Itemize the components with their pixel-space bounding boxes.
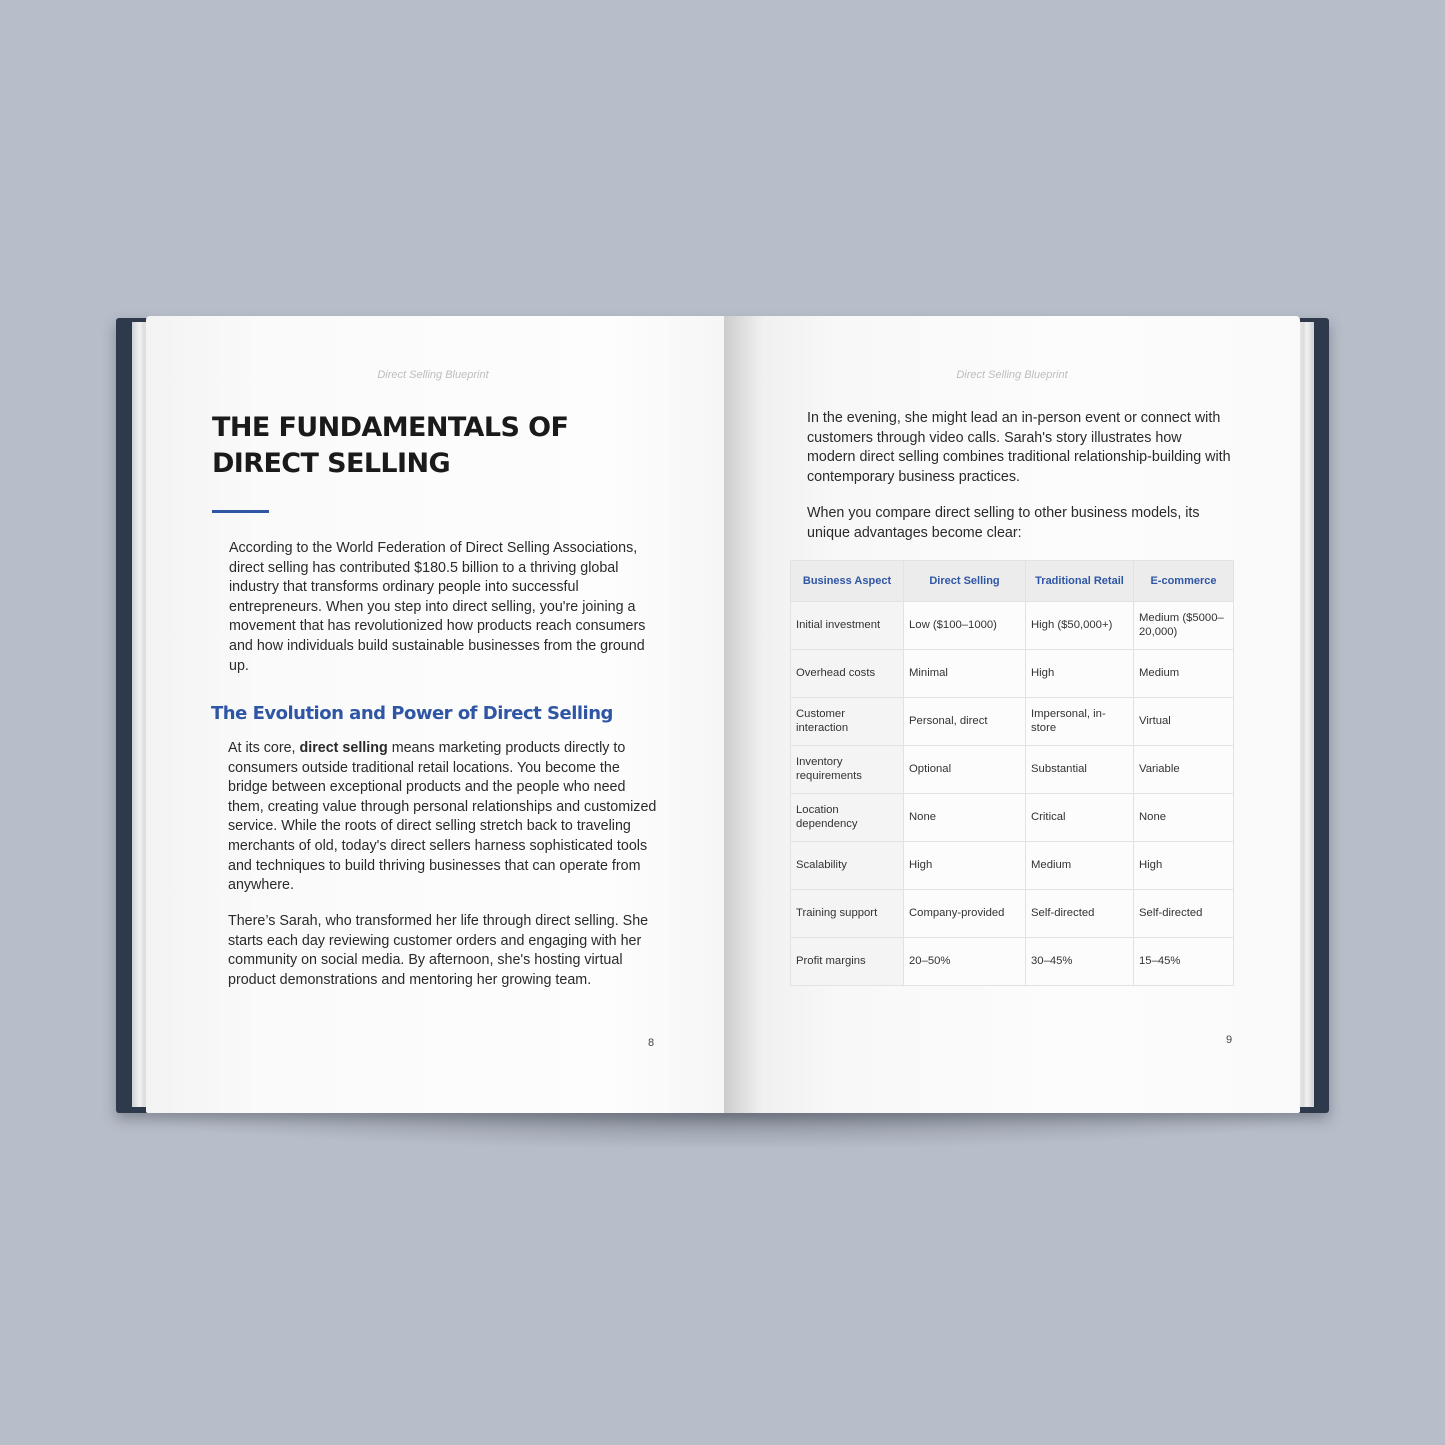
page-number: 9 <box>1226 1034 1233 1046</box>
table-cell: Overhead costs <box>791 650 904 698</box>
table-cell: Virtual <box>1134 698 1234 746</box>
running-head: Direct Selling Blueprint <box>956 369 1068 381</box>
column-header: Traditional Retail <box>1026 561 1134 602</box>
table-cell: Medium ($5000–20,000) <box>1134 602 1234 650</box>
table-cell: Company-provided <box>904 890 1026 938</box>
table-cell: Self-directed <box>1026 890 1134 938</box>
page-number: 8 <box>648 1037 655 1049</box>
intro-paragraph: According to the World Federation of Direct Selling Associations, direct selling has contributed $180.5 billion to a thriving global industry that transforms ordinary people into successful entrepreneurs. When you step into direct selling, you're joining a movement that has revolutionized how products reach consumers and how individuals build sustainable businesses from the ground up. <box>229 540 646 674</box>
column-header: E-commerce <box>1134 561 1234 602</box>
table-cell: None <box>904 794 1026 842</box>
table-cell: Personal, direct <box>904 698 1026 746</box>
table-row <box>791 794 1234 842</box>
table-cell: Location dependency <box>791 794 904 842</box>
table-row <box>791 890 1234 938</box>
table-cell: Profit margins <box>791 938 904 986</box>
business-model-comparison-table <box>790 560 1234 986</box>
table-cell: Initial investment <box>791 602 904 650</box>
table-row <box>791 842 1234 890</box>
table-cell: Self-directed <box>1134 890 1234 938</box>
paragraph-suffix: means marketing products directly to consumers outside traditional retail locations. You become the bridge between exceptional products and the people who need them, creating value through personal relationships and customized service. While the roots of direct selling stretch back to traveling merchants of old, today's direct sellers harness sophisticated tools and techniques to build thriving businesses that can operate from anywhere. <box>228 740 657 894</box>
table-cell: 30–45% <box>1026 938 1134 986</box>
table-cell: Low ($100–1000) <box>904 602 1026 650</box>
table-cell: High <box>904 842 1026 890</box>
table-cell: Training support <box>791 890 904 938</box>
bold-term: direct selling <box>299 740 388 756</box>
table-cell: Impersonal, in-store <box>1026 698 1134 746</box>
table-cell: 20–50% <box>904 938 1026 986</box>
table-cell: Optional <box>904 746 1026 794</box>
table-cell: Scalability <box>791 842 904 890</box>
table-cell: Inventory requirements <box>791 746 904 794</box>
column-header: Business Aspect <box>791 561 904 602</box>
evening-paragraph: In the evening, she might lead an in-person event or connect with customers through video calls. Sarah's story illustrates how modern direct selling combines traditional relationship-building with contemporary business practices. <box>807 410 1231 485</box>
left-page <box>146 316 724 1113</box>
chapter-title: THE FUNDAMENTALS OF DIRECT SELLING <box>212 412 569 479</box>
table-cell: Medium <box>1134 650 1234 698</box>
running-head: Direct Selling Blueprint <box>377 369 489 381</box>
table-row <box>791 938 1234 986</box>
paragraph-prefix: At its core, <box>228 740 300 756</box>
table-cell: None <box>1134 794 1234 842</box>
table-row <box>791 698 1234 746</box>
table-cell: High <box>1134 842 1234 890</box>
right-page <box>724 316 1300 1113</box>
table-row <box>791 602 1234 650</box>
table-header-row <box>791 561 1234 602</box>
section-subheading: The Evolution and Power of Direct Selling <box>211 703 613 724</box>
comparison-intro-paragraph: When you compare direct selling to other business models, its unique advantages become clear: <box>807 505 1200 541</box>
table-cell: High <box>1026 650 1134 698</box>
column-header: Direct Selling <box>904 561 1026 602</box>
sarah-story-paragraph: There’s Sarah, who transformed her life through direct selling. She starts each day reviewing customer orders and engaging with her community on social media. By afternoon, she's hosting virtual product demonstrations and mentoring her growing team. <box>228 913 649 988</box>
table-cell: High ($50,000+) <box>1026 602 1134 650</box>
table-cell: Medium <box>1026 842 1134 890</box>
table-cell: Variable <box>1134 746 1234 794</box>
table-cell: Critical <box>1026 794 1134 842</box>
table-cell: Minimal <box>904 650 1026 698</box>
table-row <box>791 650 1234 698</box>
table-cell: Substantial <box>1026 746 1134 794</box>
title-underline-rule <box>212 510 269 513</box>
table-cell: Customer interaction <box>791 698 904 746</box>
core-definition-paragraph <box>228 739 660 896</box>
table-cell: 15–45% <box>1134 938 1234 986</box>
table-row <box>791 746 1234 794</box>
